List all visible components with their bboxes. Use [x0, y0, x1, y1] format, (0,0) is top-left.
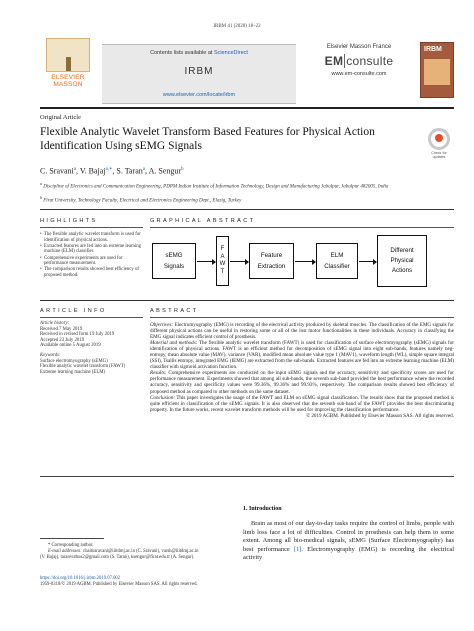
highlight-item: • Extracted features are fed into an extreme learning machine (ELM) classifier. [40, 244, 143, 255]
doi-link[interactable]: https://doi.org/10.1016/j.irbm.2019.07.002 [40, 576, 121, 581]
citation-link[interactable]: [1] [293, 545, 302, 553]
abstract-copyright: © 2019 AGBM. Published by Elsevier Masson SAS. All rights reserved. [306, 412, 454, 419]
cover-image-band [424, 59, 450, 85]
conclusion-label: Conclusion: [150, 394, 175, 401]
affiliation-text: Discipline of Electronics and Communication Engineering, PDPM Indian Institute of Information Technology, Design and Manufacturing Jabalpur, Jabalpur 482005, India [43, 184, 389, 190]
journal-reference: IRBM 41 (2020) 18–22 [213, 24, 261, 29]
article-info-rule [40, 317, 143, 318]
ga-arrow [197, 261, 215, 262]
contents-prefix: Contents lists available at [150, 50, 214, 56]
author-affiliation-mark: b [181, 167, 184, 172]
section-divider [40, 300, 454, 301]
journal-name: IRBM [184, 66, 214, 77]
author-affiliation-mark: a [73, 167, 77, 172]
objectives-label: Objectives: [150, 322, 174, 328]
footnote [40, 543, 235, 560]
author-name[interactable]: A. Sengur [148, 166, 182, 176]
graphical-abstract-diagram [150, 234, 454, 294]
ga-output-box: Different Physical Actions [377, 235, 427, 287]
author-name[interactable]: S. Taran [116, 166, 143, 176]
graphical-abstract-rule [150, 227, 454, 228]
journal-cover-thumbnail [420, 42, 454, 98]
introduction-text [243, 520, 454, 563]
abstract-objectives [150, 322, 454, 340]
ga-fawt-box: F A W T [216, 236, 229, 286]
ga-arrow [295, 261, 315, 262]
em-consulte-logo [300, 54, 418, 68]
keyword-item[interactable]: Extreme learning machine (ELM) [40, 369, 106, 375]
affiliation-text: Firat University, Technology Faculty, Electrical and Electronics Engineering Dept., Elazig, Turkey [43, 198, 242, 204]
abstract-methods [150, 340, 454, 370]
cover-title: IRBM [424, 46, 442, 53]
ga-arrow [230, 261, 248, 262]
ga-feature-box: Feature Extraction [249, 243, 294, 279]
email-label: E-mail addresses: [48, 548, 82, 554]
article-type: Original Article [40, 114, 81, 121]
affiliation-key: b [40, 195, 42, 200]
contents-line [102, 50, 296, 56]
history-item: Received 7 May 2019 [40, 326, 83, 332]
crossmark-badge[interactable] [425, 128, 453, 159]
highlight-item: • The flexible analytic wavelet transform is used for identification of physical actions. [40, 232, 143, 243]
elsevier-masson-logo [40, 38, 96, 98]
masthead-divider [40, 107, 454, 109]
publisher-block [300, 44, 418, 77]
corresponding-author-note: * Corresponding author. [48, 543, 94, 548]
author-list [40, 166, 184, 176]
crossmark-icon [428, 128, 450, 150]
issn-copyright: 1959-0318/© 2019 AGBM. Published by Elsevier Masson SAS. All rights reserved. [40, 582, 198, 587]
em-logo-right: consulte [346, 54, 394, 68]
results-label: Results: [150, 370, 167, 377]
abstract-heading: ABSTRACT [150, 308, 199, 314]
intro-body-a: Brain as most of our day-to-day tasks require the control of limbs, people with limb loss face a lot of difficulties. Control in prosthesis can help them to some extent. Among all bio-medical signals, sEMG (Surface Electromyography) has best performance [243, 520, 454, 553]
abstract-conclusion [150, 395, 454, 413]
author-affiliation-mark: a [142, 167, 146, 172]
keyword-item[interactable]: Surface electromyography (sEMG) [40, 358, 108, 364]
article-info-heading: ARTICLE INFO [40, 308, 107, 314]
ga-arrow [359, 261, 376, 262]
email-addresses[interactable]: chaitusravani@iiitdmj.ac.in (C. Sravani), varsh@iiitdmj.ac.in [81, 548, 199, 554]
highlights-heading: HIGHLIGHTS [40, 218, 98, 224]
journal-url-link[interactable]: www.elsevier.com/locate/irbm [162, 92, 236, 98]
sciencedirect-link[interactable]: ScienceDirect [213, 50, 248, 56]
methods-text: The flexible analytic wavelet transform (FAWT) is used for classification of surface electromyography (sEMG) signals for identification of physical actions. FAWT is an efficient method for decomposition of sEMG signal into eight sub-bands, features namely neg-entropy, mean absolute value (MAV), variance (VAR), modified mean absolute value type 1 (MAV1), waveform length (WL), simple square integral (SSI), Tsallis entropy, integrated EMG (IEMG) are extracted from the sub-bands. Extracted features are fed into an extreme learning machine (ELM) classifier with sigmoid activation function. [150, 340, 454, 371]
keyword-item[interactable]: Flexible analytic wavelet transform (FAWT) [40, 364, 126, 370]
author-affiliation-mark: a,∗ [105, 167, 113, 172]
article-info [40, 321, 143, 375]
author-name[interactable]: V. Bajaj [79, 166, 106, 176]
affiliation-b [40, 195, 454, 205]
email-addresses-cont[interactable]: (V. Bajaj), taranvuthus2@gmail.com (S. Taran), ksengur@firat.edu.tr (A. Sengur). [40, 554, 195, 560]
article-title: Flexible Analytic Wavelet Transform Based Features for Physical Action Identification Using sEMG Signals [40, 126, 375, 152]
results-text: Comprehensive experiments are conducted on the input sEMG signals and the accuracy, sensitivity and specificity scores are used for performance measurement. Experiments showed that among all sub-bands, the seventh sub-band provided the best performance where the recorded accuracy, sensitivity and specificity values were 99.36%, 99.36% and 99.93%, respectively. The comparison results showed best efficiency of proposed method as compared to other methods on the same dataset. [150, 370, 454, 395]
ga-input-box: sEMG Signals [152, 243, 196, 279]
body-divider [40, 476, 454, 477]
em-logo-left: EM [324, 54, 344, 68]
history-item: Received in revised form 19 July 2019 [40, 332, 115, 338]
abstract-body [150, 322, 454, 419]
graphical-abstract-heading: GRAPHICAL ABSTRACT [150, 218, 256, 224]
intro-body-b: . Electromyography (EMG) is recording the electrical activity [243, 545, 455, 562]
history-item: Available online 5 August 2019 [40, 343, 101, 349]
footnote-rule [40, 538, 104, 539]
introduction-heading: 1. Introduction [243, 506, 282, 512]
history-label: Article history: [40, 321, 70, 326]
header-divider [40, 209, 454, 210]
abstract-rule [150, 317, 454, 318]
methods-label: Material and methods: [150, 340, 198, 347]
affiliation-a [40, 181, 454, 191]
highlights-list [40, 232, 143, 279]
keywords-label: Keywords: [40, 352, 61, 358]
conclusion-text: This paper investigates the usage of the FAWT and ELM on sEMG signal classification. The results show that the proposed method is quite efficient in classification of the sEMG signals. It is also observed that the seventh sub-band of the FAWT provides the best discriminating property. In the future works, recent wavelet transform methods will be used for improving the classification performance. [150, 394, 454, 413]
em-consulte-link[interactable]: www.em-consulte.com [331, 71, 387, 77]
tree-logo-icon [46, 38, 90, 72]
author-separator: , [145, 166, 149, 176]
history-item: Accepted 23 July 2019 [40, 337, 85, 343]
highlight-item: • The comparison results showed best efficiency of proposed method. [40, 267, 143, 278]
publisher-logo-text: ELSEVIER MASSON [51, 74, 85, 88]
author-separator: , [112, 166, 117, 176]
highlights-rule [40, 227, 143, 228]
publisher-name: Elsevier Masson France [326, 44, 392, 50]
author-name[interactable]: C. Sravani [40, 166, 74, 176]
abstract-results [150, 370, 454, 394]
ga-elm-box: ELM Classifier [316, 243, 358, 279]
highlight-item: • Comprehensive experiments are used for performance measurement. [40, 256, 143, 267]
crossmark-label: Check for updates [431, 151, 447, 159]
author-separator: , [76, 166, 80, 176]
affiliation-key: a [40, 181, 42, 186]
objectives-text: Electromyography (EMG) is recording of the electrical activity produced by skeletal muscles. The classification of the EMG signals for different physical actions can be useful in restoring some or all of the lost motor functionalities in these individuals. Accuracy in classifying the EMG signal indicates efficient control of prosthesis. [150, 322, 454, 341]
